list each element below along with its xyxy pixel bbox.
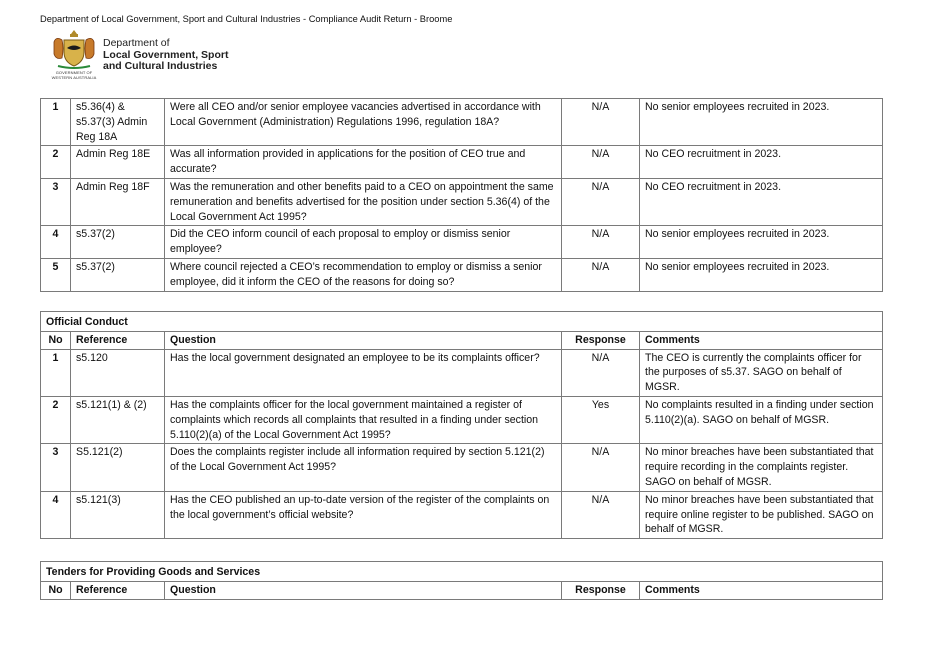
comments-cell: No senior employees recruited in 2023. bbox=[640, 99, 883, 146]
response-cell: Yes bbox=[562, 396, 640, 443]
response-cell: N/A bbox=[562, 444, 640, 491]
table-row bbox=[41, 349, 883, 396]
column-header-question: Question bbox=[165, 581, 562, 599]
department-logo bbox=[48, 28, 238, 82]
question-cell: Has the local government designated an employee to be its complaints officer? bbox=[165, 349, 562, 396]
column-header-no: No bbox=[41, 331, 71, 349]
comments-cell: No senior employees recruited in 2023. bbox=[640, 258, 883, 291]
wa-crest-icon bbox=[48, 28, 100, 72]
response-cell: N/A bbox=[562, 491, 640, 538]
section-title-row bbox=[41, 312, 883, 332]
table-row bbox=[41, 146, 883, 179]
comments-cell: No minor breaches have been substantiated that require recording in the complaints register. SAGO on behalf of MGSR. bbox=[640, 444, 883, 491]
header-row bbox=[41, 581, 883, 599]
comments-cell: No senior employees recruited in 2023. bbox=[640, 226, 883, 259]
reference-cell: s5.121(3) bbox=[71, 491, 165, 538]
column-header-response: Response bbox=[562, 581, 640, 599]
question-cell: Has the CEO published an up-to-date version of the register of the complaints on the local government’s official website? bbox=[165, 491, 562, 538]
section-title: Tenders for Providing Goods and Services bbox=[41, 562, 883, 582]
table-row bbox=[41, 99, 883, 146]
reference-cell: S5.121(2) bbox=[71, 444, 165, 491]
row-number: 1 bbox=[41, 99, 71, 146]
reference-cell: s5.36(4) & s5.37(3) Admin Reg 18A bbox=[71, 99, 165, 146]
logo-line-2: Local Government, Sport bbox=[103, 48, 229, 61]
column-header-question: Question bbox=[165, 331, 562, 349]
response-cell: N/A bbox=[562, 349, 640, 396]
table-row bbox=[41, 491, 883, 538]
row-number: 2 bbox=[41, 396, 71, 443]
column-header-comments: Comments bbox=[640, 581, 883, 599]
row-number: 4 bbox=[41, 491, 71, 538]
row-number: 3 bbox=[41, 444, 71, 491]
table-row bbox=[41, 258, 883, 291]
official-conduct-table bbox=[40, 311, 883, 539]
column-header-no: No bbox=[41, 581, 71, 599]
logo-line-3: and Cultural Industries bbox=[103, 60, 218, 72]
question-cell: Has the complaints officer for the local government maintained a register of complaints which records all complaints that resulted in a finding under section 5.110(2)(a) of the Local Government Act 1995? bbox=[165, 396, 562, 443]
comments-cell: No CEO recruitment in 2023. bbox=[640, 178, 883, 225]
table-row bbox=[41, 226, 883, 259]
tenders-table bbox=[40, 561, 883, 600]
question-cell: Was the remuneration and other benefits paid to a CEO on appointment the same remuneration and benefits advertised for the position under section 5.36(4) of the Local Government Act 1995? bbox=[165, 178, 562, 225]
column-header-reference: Reference bbox=[71, 331, 165, 349]
recruitment-table bbox=[40, 98, 883, 292]
reference-cell: s5.37(2) bbox=[71, 258, 165, 291]
reference-cell: s5.37(2) bbox=[71, 226, 165, 259]
response-cell: N/A bbox=[562, 146, 640, 179]
row-number: 4 bbox=[41, 226, 71, 259]
question-cell: Did the CEO inform council of each proposal to employ or dismiss senior employee? bbox=[165, 226, 562, 259]
table-row bbox=[41, 178, 883, 225]
question-cell: Where council rejected a CEO’s recommendation to employ or dismiss a senior employee, did it inform the CEO of the reasons for doing so? bbox=[165, 258, 562, 291]
reference-cell: Admin Reg 18F bbox=[71, 178, 165, 225]
crest-caption: GOVERNMENT OF WESTERN AUSTRALIA bbox=[51, 70, 97, 80]
table-row bbox=[41, 444, 883, 491]
question-cell: Were all CEO and/or senior employee vacancies advertised in accordance with Local Government (Administration) Regulations 1996, regulation 18A? bbox=[165, 99, 562, 146]
reference-cell: Admin Reg 18E bbox=[71, 146, 165, 179]
response-cell: N/A bbox=[562, 226, 640, 259]
section-title-row bbox=[41, 562, 883, 582]
running-header: Department of Local Government, Sport and Cultural Industries - Compliance Audit Return - Broome bbox=[40, 14, 453, 24]
comments-cell: No CEO recruitment in 2023. bbox=[640, 146, 883, 179]
column-header-response: Response bbox=[562, 331, 640, 349]
response-cell: N/A bbox=[562, 178, 640, 225]
header-row bbox=[41, 331, 883, 349]
row-number: 2 bbox=[41, 146, 71, 179]
column-header-comments: Comments bbox=[640, 331, 883, 349]
response-cell: N/A bbox=[562, 258, 640, 291]
section-title: Official Conduct bbox=[41, 312, 883, 332]
reference-cell: s5.121(1) & (2) bbox=[71, 396, 165, 443]
comments-cell: No complaints resulted in a finding under section 5.110(2)(a). SAGO on behalf of MGSR. bbox=[640, 396, 883, 443]
question-cell: Does the complaints register include all information required by section 5.121(2) of the Local Government Act 1995? bbox=[165, 444, 562, 491]
reference-cell: s5.120 bbox=[71, 349, 165, 396]
row-number: 5 bbox=[41, 258, 71, 291]
logo-wordmark bbox=[103, 38, 228, 73]
question-cell: Was all information provided in applications for the position of CEO true and accurate? bbox=[165, 146, 562, 179]
column-header-reference: Reference bbox=[71, 581, 165, 599]
table-row bbox=[41, 396, 883, 443]
row-number: 1 bbox=[41, 349, 71, 396]
row-number: 3 bbox=[41, 178, 71, 225]
logo-line-1: Department of bbox=[103, 37, 170, 49]
comments-cell: The CEO is currently the complaints officer for the purposes of s5.37. SAGO on behalf of MGSR. bbox=[640, 349, 883, 396]
comments-cell: No minor breaches have been substantiated that require online register to be published. SAGO on behalf of MGSR. bbox=[640, 491, 883, 538]
response-cell: N/A bbox=[562, 99, 640, 146]
